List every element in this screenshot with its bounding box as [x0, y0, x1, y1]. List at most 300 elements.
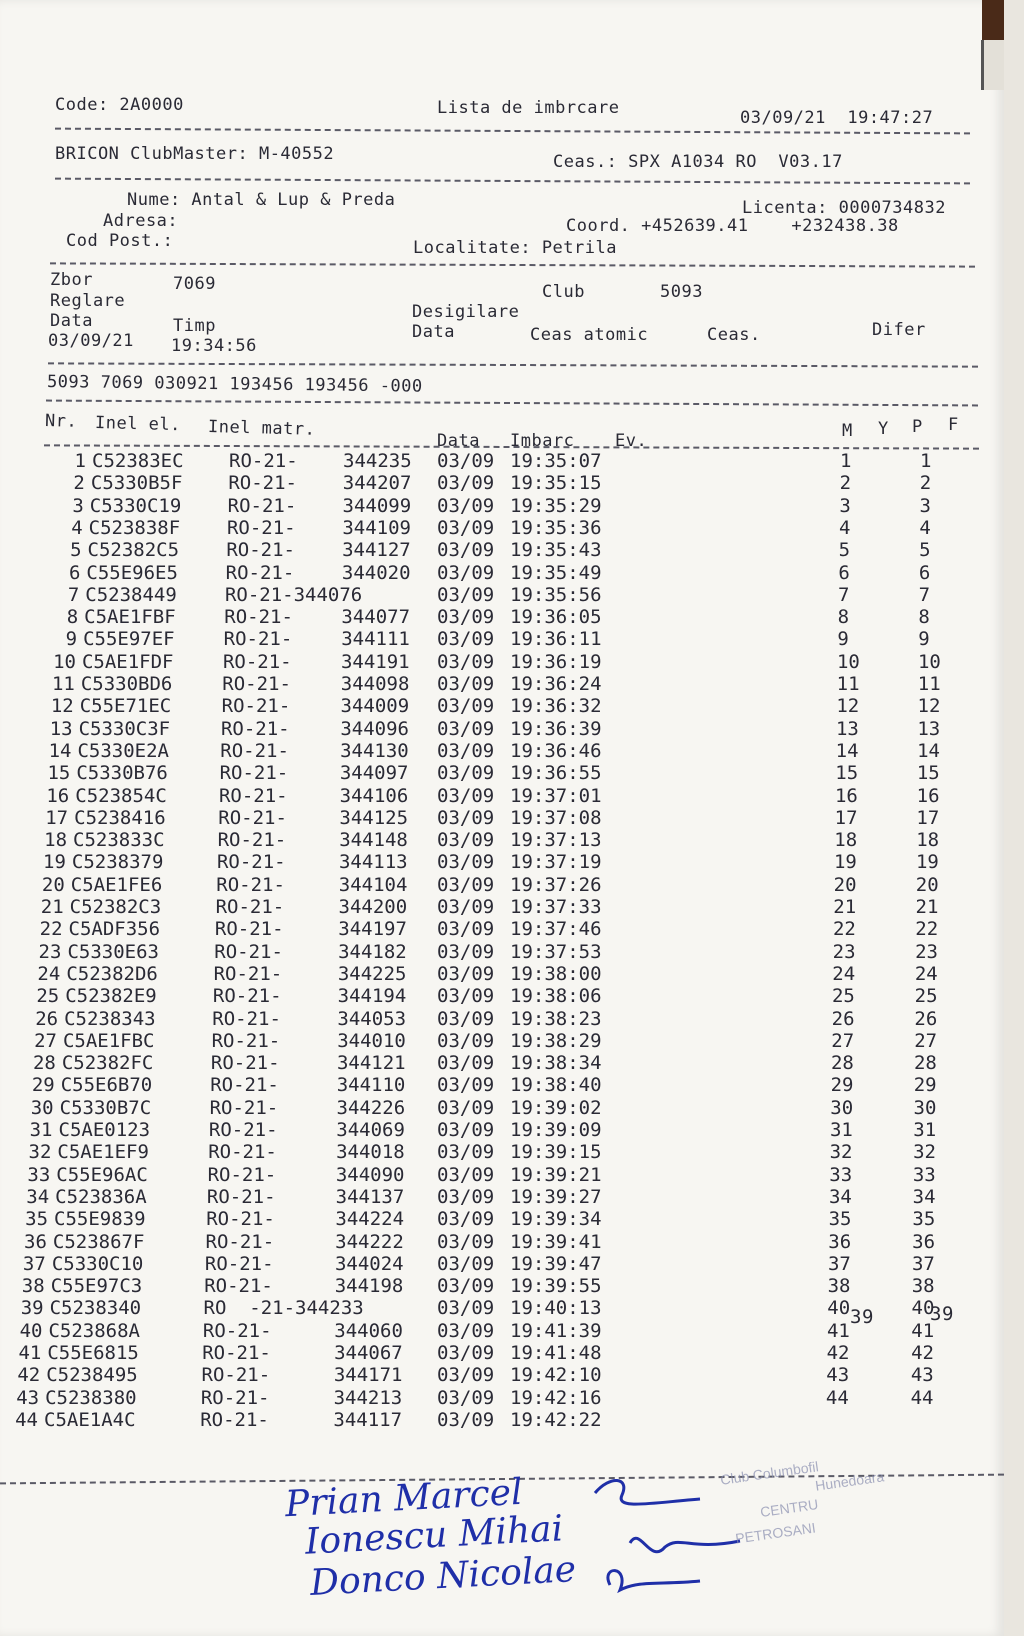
- cell-nr: 20: [41, 873, 65, 896]
- cell-date: 03/09: [437, 717, 495, 740]
- cell-m: 24: [832, 962, 856, 985]
- cell-el: C5238495: [46, 1364, 138, 1387]
- cell-num: 344200: [338, 896, 408, 918]
- cell-num: 344024: [334, 1252, 404, 1275]
- cell-el: C523836A: [55, 1185, 147, 1208]
- cell-p: 37: [911, 1252, 935, 1275]
- cell-num: 344171: [333, 1364, 403, 1387]
- cell-p: 42: [911, 1342, 934, 1364]
- cell-pre: RO-21-: [218, 784, 288, 807]
- cell-nr: 29: [31, 1074, 55, 1097]
- cell-p: 13: [917, 717, 941, 740]
- list-title: Lista de imbrcare: [437, 98, 620, 118]
- cell-el: C5ADF356: [68, 918, 161, 941]
- cell-nr: 7: [67, 583, 80, 606]
- flight-summary: 5093 7069 030921 193456 193456 -000: [46, 372, 423, 397]
- table-row: [0, 1208, 1000, 1230]
- cell-num: 344182: [338, 940, 407, 963]
- cell-m: 26: [831, 1007, 855, 1030]
- cell-p: 11: [917, 673, 941, 695]
- cell-m: 9: [837, 628, 849, 651]
- stamp-line-2: Hunedoara: [814, 1468, 886, 1494]
- cell-nr: 15: [47, 762, 71, 785]
- cell-p: 34: [912, 1185, 936, 1208]
- owner-name: Nume: Antal & Lup & Preda: [127, 190, 396, 210]
- table-row: [0, 1141, 1000, 1163]
- table-row: [0, 718, 1000, 740]
- table-row: [0, 1119, 1000, 1141]
- cell-pre: RO-21-: [200, 1386, 270, 1409]
- difference-label: Difer: [872, 320, 926, 340]
- cell-nr: 12: [50, 695, 74, 718]
- cell-nr: 25: [36, 985, 60, 1008]
- cell-time: 19:36:46: [510, 739, 602, 762]
- col-imbarc: Imbarc: [510, 431, 575, 451]
- cell-m: 42: [826, 1342, 850, 1364]
- cell-m: 13: [835, 717, 859, 740]
- cell-el: C5238343: [64, 1007, 156, 1030]
- cell-m: 33: [829, 1163, 853, 1186]
- cell-pre: RO-21-: [211, 1029, 281, 1052]
- cell-nr: 28: [32, 1052, 56, 1075]
- cell-el: C5AE1FDF: [81, 650, 174, 673]
- table-row: [0, 562, 1000, 584]
- signature-name-1: Prian Marcel: [284, 1471, 524, 1526]
- cell-nr: 30: [30, 1096, 54, 1119]
- cell-el: C523868A: [48, 1319, 140, 1342]
- cell-num: 344235: [343, 450, 412, 472]
- cell-pre: RO-21-: [204, 1252, 274, 1275]
- cell-m: 4: [838, 516, 851, 539]
- cell-el: C5238340: [49, 1297, 142, 1320]
- cell-p: 25: [914, 985, 938, 1008]
- cell-pre: RO-21-: [227, 494, 297, 517]
- cell-m: 32: [829, 1141, 853, 1164]
- cell-nr: 21: [40, 896, 64, 918]
- cell-pre: RO-21-: [228, 472, 297, 495]
- cell-m: 12: [836, 695, 860, 718]
- cell-nr: 44: [15, 1408, 38, 1431]
- cell-num: 344018: [336, 1141, 405, 1164]
- cell-time: 19:35:07: [510, 450, 602, 472]
- cell-time: 19:39:02: [510, 1096, 602, 1119]
- table-row: [0, 762, 1000, 784]
- cell-el: C5330B5F: [90, 472, 183, 495]
- cell-nr: 43: [16, 1386, 40, 1409]
- cell-m: 2: [839, 472, 852, 495]
- cell-p: 5: [919, 539, 931, 562]
- cell-m: 16: [834, 784, 858, 807]
- cell-date: 03/09: [437, 962, 495, 985]
- cell-num: 344099: [342, 494, 412, 517]
- cell-m: 29: [830, 1074, 854, 1097]
- cell-date: 03/09: [437, 695, 495, 718]
- table-row: [0, 829, 1000, 851]
- cell-date: 03/09: [437, 561, 495, 584]
- cell-pre: RO-21-: [212, 1007, 281, 1030]
- cell-time: 19:38:23: [510, 1007, 602, 1030]
- cell-el: C52382E9: [65, 985, 157, 1008]
- cell-el: C5330BD6: [80, 673, 173, 695]
- table-row: [0, 539, 1000, 561]
- cell-m: 27: [831, 1029, 855, 1052]
- col-y: Y: [878, 419, 889, 439]
- cell-time: 19:37:08: [510, 806, 602, 829]
- cell-pre: RO-21-: [229, 450, 298, 472]
- cell-num: 344197: [338, 918, 407, 941]
- table-row: [0, 807, 1000, 829]
- signature-name-3: Donco Nicolae: [309, 1549, 578, 1604]
- table-row: [0, 785, 1000, 807]
- cell-pre: RO-21-: [207, 1163, 277, 1186]
- signature-name-2: Ionescu Mihai: [304, 1508, 565, 1563]
- cell-m: 11: [836, 673, 860, 695]
- cell-num: 344125: [339, 806, 409, 829]
- cell-nr: 5: [70, 539, 82, 562]
- cell-date: 03/09: [437, 918, 495, 941]
- cell-el: C5238380: [45, 1386, 137, 1409]
- cell-p: 10: [917, 650, 941, 673]
- cell-nr: 14: [48, 739, 72, 762]
- cell-num: 344130: [340, 739, 409, 762]
- cell-time: 19:36:19: [510, 650, 602, 673]
- cell-time: 19:38:06: [510, 985, 602, 1008]
- cell-p: 23: [915, 940, 938, 963]
- cell-m: 1: [840, 450, 852, 472]
- flight-value: 7069: [173, 274, 216, 294]
- cell-time: 19:36:32: [510, 695, 602, 718]
- col-f: F: [948, 415, 959, 435]
- table-row: [0, 1253, 1000, 1275]
- divider: [46, 400, 978, 407]
- cell-p: 19: [915, 851, 939, 874]
- cell-time: 19:35:56: [510, 583, 602, 606]
- table-row: [0, 740, 1000, 762]
- cell-time: 19:36:11: [510, 628, 602, 651]
- cell-el: C52382C3: [69, 896, 162, 918]
- cell-date: 03/09: [437, 1074, 495, 1097]
- cell-num: 344111: [341, 628, 410, 651]
- cell-pre: RO-21-: [210, 1074, 279, 1097]
- cell-date: 03/09: [437, 829, 495, 852]
- cell-pre: RO-21-: [222, 650, 292, 673]
- cell-date: 03/09: [437, 673, 495, 695]
- cell-date: 03/09: [437, 539, 495, 562]
- cell-el: C523833C: [73, 829, 165, 852]
- club-value: 5093: [660, 282, 703, 302]
- cell-el: C5AE1FE6: [70, 873, 163, 896]
- cell-pre: RO-21-: [214, 918, 284, 941]
- cell-p: 9: [918, 628, 930, 651]
- cell-time: 19:37:01: [510, 784, 602, 807]
- cell-nr: 41: [18, 1342, 42, 1364]
- cell-pre: RO-21-: [204, 1275, 273, 1298]
- cell-nr: 31: [29, 1119, 53, 1141]
- cell-date: 03/09: [437, 985, 495, 1008]
- cell-nr: 13: [49, 717, 73, 740]
- cell-num: 344110: [336, 1074, 406, 1097]
- col-inel-matr: Inel matr.: [207, 417, 316, 440]
- cell-nr: 19: [43, 851, 66, 874]
- cell-nr: 33: [27, 1163, 51, 1186]
- table-row: [0, 450, 1000, 472]
- cell-p: 1: [920, 450, 932, 472]
- cell-pre: RO-21-: [212, 985, 282, 1008]
- cell-date: 03/09: [437, 1096, 495, 1119]
- cell-nr: 32: [28, 1141, 52, 1164]
- cell-m: 35: [828, 1208, 852, 1231]
- cell-time: 19:39:15: [510, 1141, 602, 1164]
- cell-p: 40: [911, 1297, 935, 1320]
- divider: [55, 178, 970, 185]
- locality: Localitate: Petrila: [413, 238, 617, 258]
- cell-num: 344109: [342, 516, 411, 539]
- cell-time: 19:35:43: [510, 539, 602, 562]
- cell-pre: RO-21-: [206, 1208, 275, 1231]
- cell-time: 19:35:29: [510, 494, 602, 517]
- cell-date: 03/09: [437, 1230, 495, 1253]
- cell-p: 22: [915, 918, 939, 941]
- cell-date: 03/09: [437, 806, 495, 829]
- table-row: [0, 963, 1000, 985]
- cell-num: 344096: [340, 717, 409, 740]
- cell-nr: 34: [26, 1185, 50, 1208]
- cell-el: C52383EC: [92, 450, 184, 472]
- divider: [50, 262, 975, 267]
- cell-pre: RO-21-: [202, 1342, 271, 1364]
- cell-m: 22: [832, 918, 856, 941]
- cell-pre: RO-21-: [219, 762, 289, 785]
- cell-date: 03/09: [437, 1141, 495, 1164]
- cell-pre: RO-21-: [224, 606, 293, 629]
- table-row: [0, 851, 1000, 873]
- cell-num: 344098: [340, 673, 410, 695]
- cell-el: C5330B76: [76, 762, 168, 785]
- cell-nr: 35: [25, 1208, 49, 1231]
- cell-p: 17: [916, 806, 940, 829]
- cell-p: 31: [913, 1119, 937, 1141]
- cell-num: 344010: [337, 1029, 406, 1052]
- cell-date: 03/09: [437, 1386, 495, 1409]
- table-row: [0, 896, 1000, 918]
- cell-date: 03/09: [437, 1275, 495, 1298]
- cell-el: C52382FC: [61, 1052, 154, 1075]
- cell-m: 15: [835, 762, 859, 785]
- cell-p: 33: [912, 1163, 936, 1186]
- cell-time: 19:37:19: [510, 851, 602, 874]
- cell-nr: 17: [45, 806, 69, 829]
- stamp-line-3: CENTRU: [759, 1496, 820, 1520]
- cell-pre: RO-21-: [208, 1119, 278, 1141]
- cell-m: 6: [838, 561, 850, 584]
- cell-num: 344224: [335, 1208, 405, 1231]
- cell-m: 18: [834, 829, 858, 852]
- date-label: Data: [50, 311, 93, 331]
- col-nr: Nr.: [44, 411, 78, 432]
- cell-date: 03/09: [437, 1185, 495, 1208]
- cell-num: 344009: [340, 695, 410, 718]
- cell-num: 344198: [334, 1275, 404, 1298]
- cell-num: 344127: [342, 539, 411, 562]
- cell-el: C5AE1FBF: [84, 606, 176, 629]
- cell-time: 19:39:47: [510, 1252, 602, 1275]
- cell-m: 21: [833, 896, 857, 918]
- cell-num: 344117: [333, 1408, 403, 1431]
- cell-time: 19:36:24: [510, 673, 602, 695]
- cell-date: 03/09: [437, 784, 495, 807]
- table-row: [0, 695, 1000, 717]
- cell-el: C5330E63: [67, 940, 159, 963]
- cell-num: 344222: [335, 1230, 404, 1253]
- cell-time: 19:38:29: [510, 1029, 602, 1052]
- cell-pre: RO-21-: [226, 539, 295, 562]
- cell-m: 25: [831, 985, 855, 1008]
- cell-p: 28: [913, 1052, 937, 1075]
- cell-pre: RO-21-: [225, 561, 295, 584]
- cell-date: 03/09: [437, 739, 495, 762]
- cell-p: 41: [911, 1319, 935, 1342]
- cell-num: 344207: [342, 472, 412, 495]
- cell-el: C5AE1FBC: [62, 1029, 155, 1052]
- cell-time: 19:35:49: [510, 561, 602, 584]
- cell-time: 19:37:53: [510, 940, 602, 963]
- cell-el: C55E96E5: [86, 561, 178, 584]
- cell-m: 44: [825, 1386, 849, 1409]
- cell-num: 344121: [336, 1052, 406, 1075]
- cell-nr: 42: [17, 1364, 41, 1387]
- cell-pre: RO-21-: [215, 896, 285, 918]
- cell-el: C5AE1EF9: [57, 1141, 149, 1164]
- cell-time: 19:36:39: [510, 717, 602, 740]
- cell-el: C5330C10: [51, 1252, 144, 1275]
- cell-date: 03/09: [437, 1052, 495, 1075]
- cell-el: C55E6B70: [60, 1074, 153, 1097]
- cell-nr: 39: [20, 1297, 44, 1320]
- cell-m: 17: [834, 806, 858, 829]
- cell-pre: RO-21-: [200, 1408, 269, 1431]
- cell-date: 03/09: [437, 628, 495, 651]
- cell-el: C55E96AC: [56, 1163, 148, 1186]
- cell-p: 38: [911, 1275, 935, 1298]
- cell-el: C5AE0123: [58, 1119, 151, 1141]
- col-inel-el: Inel el.: [94, 413, 182, 436]
- cell-nr: 40: [19, 1319, 43, 1342]
- cell-nr: 38: [21, 1275, 45, 1298]
- cell-m: 5: [838, 539, 851, 562]
- cell-date: 03/09: [437, 606, 495, 629]
- cell-time: 19:37:33: [510, 896, 602, 918]
- cell-pre: RO-21-: [214, 940, 283, 963]
- cell-nr: 10: [53, 650, 76, 673]
- flight-label: Zbor: [50, 270, 93, 290]
- table-row: [0, 495, 1000, 517]
- cell-time: 19:37:46: [510, 918, 602, 941]
- cell-p: 24: [914, 962, 938, 985]
- cell-p: 43: [910, 1364, 934, 1387]
- cell-p: 3: [919, 494, 931, 517]
- cell-pre: RO-21-: [210, 1052, 280, 1075]
- cell-date: 03/09: [437, 1252, 495, 1275]
- table-row: [0, 1030, 1000, 1052]
- cell-nr: 4: [71, 516, 83, 539]
- setting-time: 19:34:56: [171, 336, 257, 356]
- cell-m: 40: [827, 1297, 851, 1320]
- stamp-line-4: PETROSANI: [734, 1519, 817, 1547]
- cell-nr: 2: [73, 472, 85, 495]
- table-row: [0, 1186, 1000, 1208]
- cell-p: 26: [914, 1007, 938, 1030]
- cell-num: 344077: [341, 606, 411, 629]
- cell-m: 31: [829, 1119, 853, 1141]
- cell-time: 19:36:55: [510, 762, 602, 785]
- cell-time: 19:41:39: [510, 1319, 602, 1342]
- cell-pre: RO-21-: [216, 851, 286, 874]
- cell-m: 8: [837, 606, 850, 629]
- postal-code-label: Cod Post.:: [66, 231, 174, 251]
- cell-nr: 37: [22, 1252, 46, 1275]
- cell-m: 14: [835, 739, 859, 762]
- table-row: [0, 1387, 1000, 1409]
- cell-pre: RO-21-: [222, 673, 291, 695]
- setting-date: 03/09/21: [48, 331, 134, 351]
- cell-date: 03/09: [437, 1208, 495, 1231]
- cell-m: 34: [828, 1185, 852, 1208]
- cell-num: 344097: [339, 762, 409, 785]
- cell-pre: RO-21-: [208, 1141, 277, 1164]
- cell-num: 344090: [335, 1163, 405, 1186]
- table-row: [0, 651, 1000, 673]
- cell-num: 344148: [339, 829, 408, 852]
- cell-el: C523854C: [75, 784, 167, 807]
- cell-el: C5238379: [71, 851, 164, 874]
- cell-p: 8: [918, 606, 930, 629]
- table-row: [0, 985, 1000, 1007]
- cell-p: 20: [915, 873, 939, 896]
- cell-num: 344067: [334, 1342, 403, 1364]
- cell-p: 16: [916, 784, 940, 807]
- cell-num: 344060: [334, 1319, 403, 1342]
- table-row: [0, 517, 1000, 539]
- cell-el: C5238416: [74, 806, 166, 829]
- cell-m: 19: [833, 851, 857, 874]
- cell-date: 03/09: [437, 494, 495, 517]
- data-label: Data: [412, 322, 455, 342]
- cell-time: 19:38:40: [510, 1074, 602, 1097]
- cell-pre: RO-21-: [221, 695, 291, 718]
- cell-time: 19:35:15: [510, 472, 602, 495]
- cell-el: C5330C3F: [78, 717, 171, 740]
- cell-el: C52382C5: [87, 539, 180, 562]
- cell-m: 36: [828, 1230, 852, 1253]
- table-row: [0, 918, 1000, 940]
- cell-pre: RO-21-: [223, 628, 293, 651]
- cell-nr: 26: [35, 1007, 59, 1030]
- cell-p: 32: [913, 1141, 936, 1164]
- cell-el: C523838F: [88, 516, 181, 539]
- cell-date: 03/09: [437, 516, 495, 539]
- cell-p: 2: [919, 472, 932, 495]
- cell-time: 19:39:09: [510, 1119, 602, 1141]
- stamp-line-1: Club Columbofil: [719, 1458, 820, 1488]
- cell-nr: 3: [72, 494, 84, 517]
- cell-date: 03/09: [437, 1342, 495, 1364]
- clock-col-label: Ceas.: [707, 325, 761, 345]
- col-data: Data: [437, 431, 480, 451]
- table-row: [0, 874, 1000, 896]
- table-row: [0, 1364, 1000, 1386]
- time-label: Timp: [173, 316, 216, 336]
- cell-p: 14: [917, 739, 940, 762]
